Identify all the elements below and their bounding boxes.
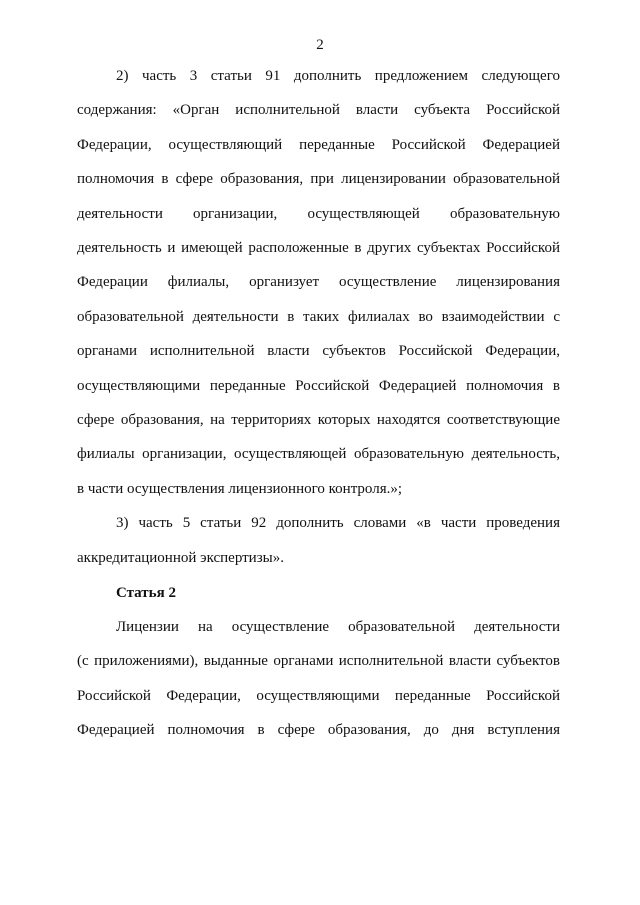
text-line: Федерации, осуществляющий переданные Российской Федерацией [77,137,560,153]
text-line: сфере образования, на территориях которых находятся соответствующие [77,412,560,428]
text-line: органами исполнительной власти субъектов Российской Федерации, [77,343,560,359]
text-line: 3) часть 5 статьи 92 дополнить словами «в части проведения [116,515,560,531]
text-line: полномочия в сфере образования, при лицензировании образовательной [77,171,560,187]
text-line: содержания: «Орган исполнительной власти субъекта Российской [77,102,560,118]
text-line: Лицензии на осуществление образовательной деятельности [116,619,560,635]
text-line: Федерации филиалы, организует осуществление лицензирования [77,274,560,290]
page-number: 2 [316,37,324,53]
text-line: образовательной деятельности в таких филиалах во взаимодействии с [77,309,560,325]
text-line: деятельность и имеющей расположенные в других субъектах Российской [77,240,560,256]
text-line: (с приложениями), выданные органами исполнительной власти субъектов [77,653,560,669]
text-line: Федерацией полномочия в сфере образования, до дня вступления [77,722,560,738]
text-line: аккредитационной экспертизы». [77,550,284,566]
article-heading: Статья 2 [116,585,176,601]
text-line: деятельности организации, осуществляющей образовательную [77,206,560,222]
text-line: Российской Федерации, осуществляющими переданные Российской [77,688,560,704]
text-line: в части осуществления лицензионного контроля.»; [77,481,403,497]
text-line: осуществляющими переданные Российской Федерацией полномочия в [77,378,560,394]
text-line: 2) часть 3 статьи 91 дополнить предложением следующего [116,68,560,84]
text-line: филиалы организации, осуществляющей образовательную деятельность, [77,446,560,462]
